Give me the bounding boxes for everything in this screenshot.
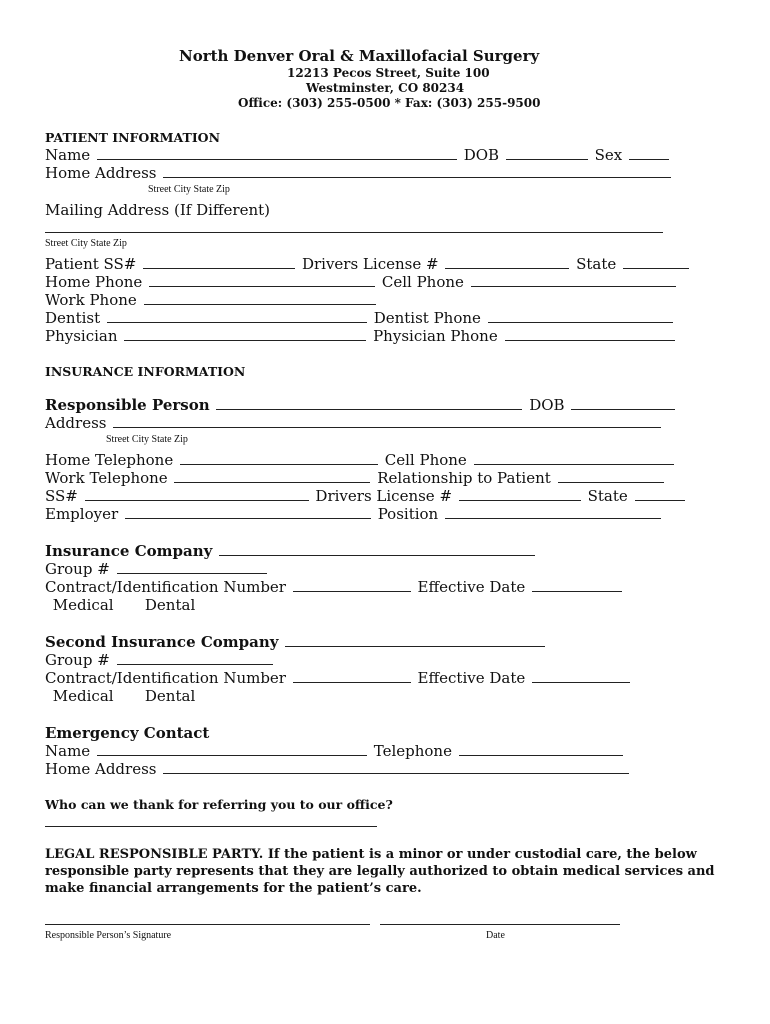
home-phone-label: Home Phone [45, 273, 143, 291]
responsible-ss-field[interactable] [85, 487, 309, 501]
home-telephone-row [45, 451, 676, 469]
physician-label: Physician [45, 327, 118, 345]
emergency-name-field[interactable] [97, 742, 367, 756]
responsible-address-row [45, 414, 663, 432]
insurance-company-row [45, 542, 537, 560]
work-telephone-field[interactable] [174, 469, 370, 483]
responsible-address-label: Address [45, 414, 107, 432]
responsible-address-field[interactable] [113, 414, 661, 428]
contract-field[interactable] [293, 578, 411, 592]
patient-section-title: PATIENT INFORMATION [45, 130, 220, 145]
signature-field[interactable] [45, 924, 370, 925]
home-address-label: Home Address [45, 164, 157, 182]
physician-row [45, 327, 677, 345]
emergency-name-label: Name [45, 742, 91, 760]
relationship-label: Relationship to Patient [377, 469, 551, 487]
second-insurance-label: Second Insurance Company [45, 633, 279, 651]
emergency-address-field[interactable] [163, 760, 629, 774]
responsible-state-label: State [587, 487, 628, 505]
patient-name-row [45, 146, 671, 164]
signature-label: Responsible Person’s Signature [45, 930, 172, 941]
work-phone-label: Work Phone [45, 291, 137, 309]
physician-field[interactable] [124, 327, 366, 341]
responsible-person-label: Responsible Person [45, 396, 210, 414]
responsible-ss-label: SS# [45, 487, 78, 505]
cell-phone-field[interactable] [471, 273, 676, 287]
effective-date-2-label: Effective Date [417, 669, 526, 687]
responsible-person-field[interactable] [216, 396, 522, 410]
responsible-dl-field[interactable] [459, 487, 581, 501]
sex-field[interactable] [629, 146, 669, 160]
contract-2-row [45, 669, 632, 687]
date-label: Date [486, 930, 505, 941]
insurance-company-field[interactable] [219, 542, 535, 556]
emergency-section-title: Emergency Contact [45, 724, 210, 742]
group-2-field[interactable] [117, 651, 273, 665]
name-field[interactable] [97, 146, 457, 160]
coverage-type-2-row [45, 687, 195, 705]
patient-ss-row [45, 255, 691, 273]
position-field[interactable] [445, 505, 661, 519]
medical-label: Medical [52, 596, 114, 614]
effective-date-label: Effective Date [417, 578, 526, 596]
employer-label: Employer [45, 505, 119, 523]
dentist-row [45, 309, 675, 327]
group-2-row [45, 651, 275, 669]
group-2-label: Group # [45, 651, 110, 669]
emergency-address-label: Home Address [45, 760, 157, 778]
coverage-type-row [45, 596, 195, 614]
contact-line: Office: (303) 255-0500 * Fax: (303) 255-9500 [238, 96, 541, 110]
responsible-street-hint: Street City State Zip [106, 434, 188, 445]
emergency-name-row [45, 742, 625, 760]
state-label: State [576, 255, 617, 273]
state-field[interactable] [623, 255, 689, 269]
work-phone-field[interactable] [144, 291, 376, 305]
work-telephone-row [45, 469, 666, 487]
patient-ss-field[interactable] [143, 255, 295, 269]
employer-field[interactable] [125, 505, 371, 519]
dentist-label: Dentist [45, 309, 101, 327]
name-label: Name [45, 146, 91, 164]
home-telephone-label: Home Telephone [45, 451, 174, 469]
relationship-field[interactable] [558, 469, 664, 483]
date-field[interactable] [380, 924, 620, 925]
street-hint: Street City State Zip [148, 184, 230, 195]
group-row [45, 560, 269, 578]
second-insurance-field[interactable] [285, 633, 545, 647]
contract-row [45, 578, 624, 596]
dob-label: DOB [463, 146, 500, 164]
dental-2-label: Dental [144, 687, 196, 705]
second-insurance-row [45, 633, 547, 651]
mailing-address-field[interactable] [45, 232, 663, 233]
emergency-telephone-field[interactable] [459, 742, 623, 756]
employer-row [45, 505, 663, 523]
group-field[interactable] [117, 560, 267, 574]
emergency-address-row [45, 760, 631, 778]
drivers-license-field[interactable] [445, 255, 569, 269]
physician-phone-field[interactable] [505, 327, 675, 341]
dental-label: Dental [144, 596, 196, 614]
street-hint-2: Street City State Zip [45, 238, 127, 249]
address-line-1: 12213 Pecos Street, Suite 100 [287, 66, 490, 80]
cell-phone-label: Cell Phone [381, 273, 464, 291]
legal-text: LEGAL RESPONSIBLE PARTY. If the patient is a minor or under custodial care, the below responsible party represents that they are legally authorized to obtain medical services and make financial arrangements for the patient’s care. [45, 847, 715, 896]
effective-date-2-field[interactable] [532, 669, 630, 683]
contract-label: Contract/Identification Number [45, 578, 286, 596]
home-telephone-field[interactable] [180, 451, 378, 465]
responsible-person-row [45, 396, 677, 414]
responsible-dob-label: DOB [529, 396, 565, 414]
referral-field[interactable] [45, 826, 377, 827]
dentist-phone-label: Dentist Phone [373, 309, 481, 327]
home-address-field[interactable] [163, 164, 671, 178]
dentist-field[interactable] [107, 309, 367, 323]
home-phone-field[interactable] [149, 273, 375, 287]
address-line-2: Westminster, CO 80234 [306, 81, 465, 95]
patient-ss-label: Patient SS# [45, 255, 137, 273]
practice-name: North Denver Oral & Maxillofacial Surgery [179, 47, 540, 65]
responsible-cell-label: Cell Phone [384, 451, 467, 469]
emergency-telephone-label: Telephone [373, 742, 452, 760]
responsible-dl-label: Drivers License # [315, 487, 453, 505]
physician-phone-label: Physician Phone [373, 327, 498, 345]
contract-2-field[interactable] [293, 669, 411, 683]
position-label: Position [377, 505, 439, 523]
sex-label: Sex [594, 146, 623, 164]
medical-2-label: Medical [52, 687, 114, 705]
work-phone-row [45, 291, 378, 309]
work-telephone-label: Work Telephone [45, 469, 168, 487]
responsible-state-field[interactable] [635, 487, 685, 501]
dentist-phone-field[interactable] [488, 309, 673, 323]
insurance-company-label: Insurance Company [45, 542, 213, 560]
responsible-cell-field[interactable] [474, 451, 674, 465]
contract-2-label: Contract/Identification Number [45, 669, 286, 687]
responsible-dob-field[interactable] [571, 396, 675, 410]
group-label: Group # [45, 560, 110, 578]
home-phone-row [45, 273, 678, 291]
referral-question: Who can we thank for referring you to our office? [45, 797, 393, 812]
dob-field[interactable] [506, 146, 588, 160]
responsible-ss-row [45, 487, 687, 505]
effective-date-field[interactable] [532, 578, 622, 592]
drivers-license-label: Drivers License # [301, 255, 439, 273]
mailing-address-label: Mailing Address (If Different) [45, 201, 271, 219]
home-address-row [45, 164, 673, 182]
insurance-section-title: INSURANCE INFORMATION [45, 364, 246, 379]
